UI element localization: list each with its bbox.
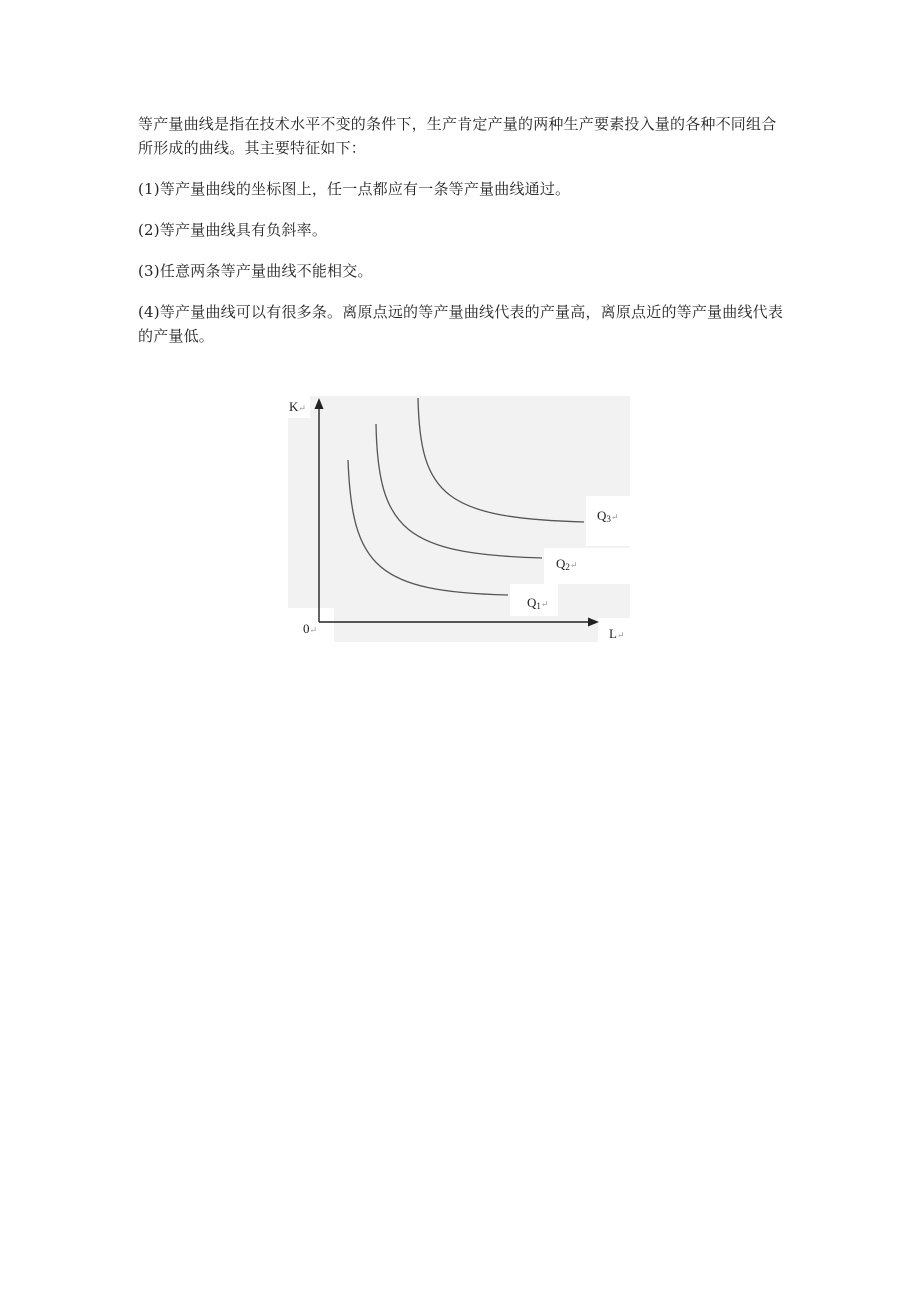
feature-3-paragraph: (3)任意两条等产量曲线不能相交。 [138, 262, 373, 280]
isoquant-diagram [288, 396, 630, 642]
isoquant-svg [288, 396, 630, 642]
q2-label: Q2↵ [556, 556, 578, 572]
feature-1-paragraph: (1)等产量曲线的坐标图上，任一点都应有一条等产量曲线通过。 [138, 180, 571, 198]
y-axis-label: K↵ [289, 399, 306, 414]
feature-2-paragraph: (2)等产量曲线具有负斜率。 [138, 221, 328, 239]
q1-label: Q1↵ [527, 595, 549, 611]
x-axis-label: L↵ [609, 626, 625, 641]
feature-4-paragraph: (4)等产量曲线可以有很多条。离原点远的等产量曲线代表的产量高，离原点近的等产量曲线代表的产量低。 [138, 303, 784, 345]
intro-paragraph: 等产量曲线是指在技术水平不变的条件下，生产肯定产量的两种生产要素投入量的各种不同组合所形成的曲线。其主要特征如下： [138, 115, 777, 157]
origin-label: 0↵ [303, 621, 318, 636]
diagram-panel [288, 396, 630, 642]
document-body [138, 112, 788, 365]
q3-label: Q3↵ [597, 508, 619, 524]
